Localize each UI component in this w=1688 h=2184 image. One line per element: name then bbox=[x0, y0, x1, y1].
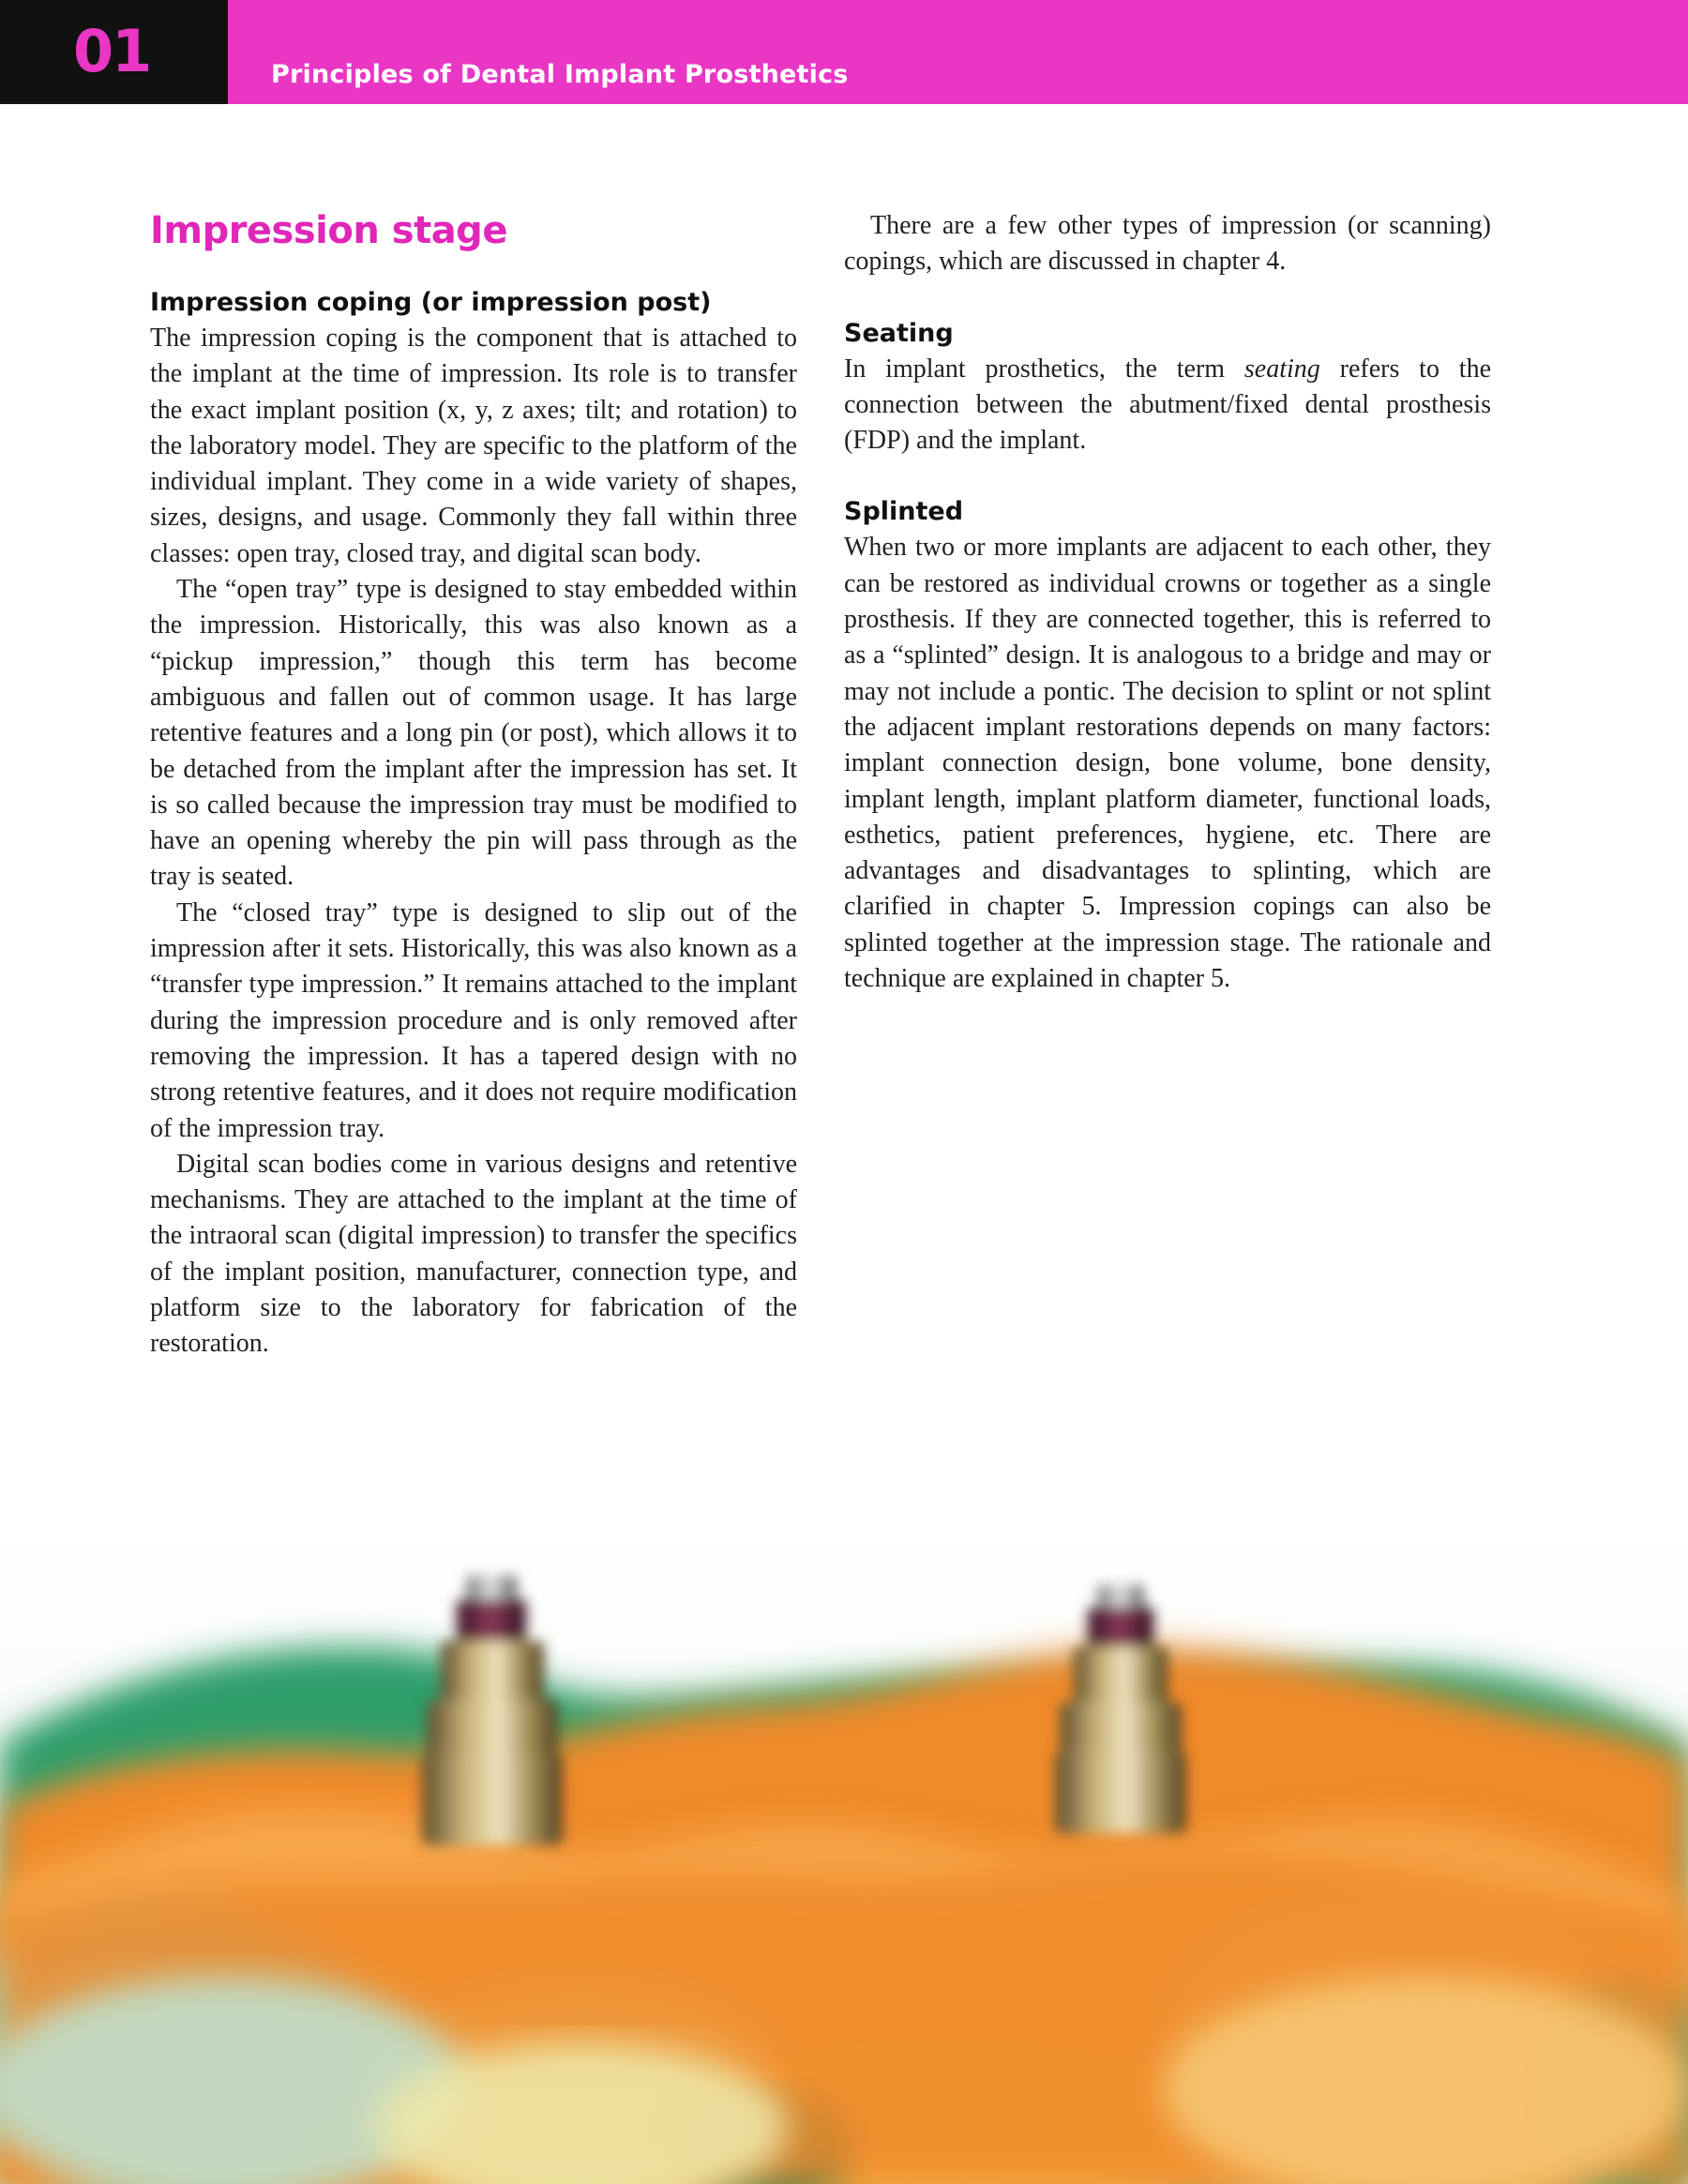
splinted-heading: Splinted bbox=[844, 497, 964, 527]
seating-heading: Seating bbox=[844, 318, 954, 348]
paragraph-digital-scan-body: Digital scan bodies come in various designs and retentive mechanisms. They are attached to the implant at the time of the intraoral scan (digital impression) to transfer the specifics of the implant position, manufacturer, connection type, and platform size to the laboratory for fabrication of the restoration. bbox=[150, 1149, 797, 1359]
implant-impression-photo bbox=[0, 1527, 1688, 2184]
running-header-bar bbox=[0, 0, 1688, 104]
paragraph-splinted: When two or more implants are adjacent to each other, they can be restored as individual crowns or together as a single prosthesis. If they are connected together, this is referred to as a “splinted” design. It is analogous to a bridge and may or may not include a pontic. The decision to splint or not splint the adjacent implant restorations depends on many factors: implant connection design, bone volume, bone density, implant length, implant platform diameter, functional loads, esthetics, patient preferences, hygiene, etc. There are advantages and disadvantages to splinting, which are clarified in chapter 5. Impression copings can also be splinted together at the impression stage. The rationale and technique are explained in chapter 5. bbox=[844, 533, 1491, 994]
running-head-title: Principles of Dental Implant Prosthetics bbox=[271, 60, 849, 89]
paragraph-closed-tray: The “closed tray” type is designed to slip out of the impression after it sets. Historically, this was also known as a “transfer type impression.” It remains attached to the implant during the impression procedure and is only removed after removing the impression. It has a tapered design with no strong retentive features, and it does not require modification of the impression tray. bbox=[150, 897, 797, 1143]
seating-text-after: refers to the connection between the abutment/fixed dental prosthesis (FDP) and the implant. bbox=[844, 354, 1491, 456]
paragraph-seating bbox=[844, 352, 1491, 459]
paragraph-other-copings: There are a few other types of impression (or scanning) copings, which are discussed in chapter 4. bbox=[844, 211, 1491, 277]
paragraph-coping-intro: The impression coping is the component that is attached to the implant at the time of impression. Its role is to transfer the exact implant position (x, y, z axes; tilt; and rotation) to the laboratory model. They are specific to the platform of the individual implant. They come in a wide variety of shapes, sizes, designs, and usage. Commonly they fall within three classes: open tray, closed tray, and digital scan body. bbox=[150, 324, 797, 568]
impression-coping-heading: Impression coping (or impression post) bbox=[150, 288, 712, 317]
seating-text-before: In implant prosthetics, the term bbox=[844, 354, 1244, 384]
chapter-number-box bbox=[0, 0, 228, 104]
left-column bbox=[150, 204, 797, 1363]
section-title: Impression stage bbox=[150, 209, 507, 252]
paragraph-open-tray: The “open tray” type is designed to stay embedded within the impression. Historically, this was also known as a “pickup impression,” though this term has become ambiguous and fallen out of common usage. It has large retentive features and a long pin (or post), which allows it to be detached from the implant after the impression has set. It is so called because the impression tray must be modified to have an opening whereby the pin will pass through as the tray is seated. bbox=[150, 575, 797, 892]
right-column bbox=[844, 208, 1491, 997]
chapter-number: 01 bbox=[73, 17, 151, 85]
seating-term: seating bbox=[1243, 354, 1320, 384]
